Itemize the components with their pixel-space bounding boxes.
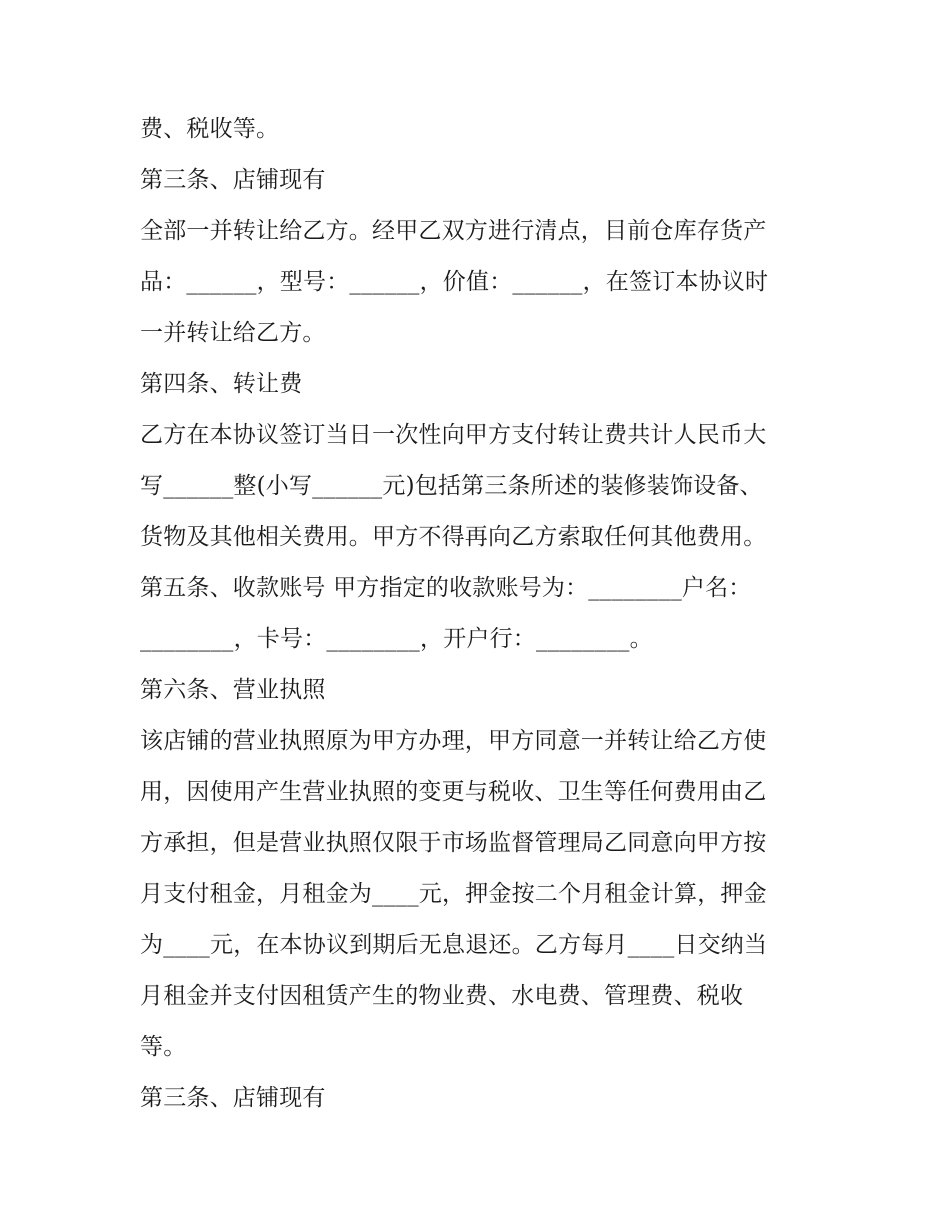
section-heading-article-3: 第三条、店铺现有 [140,167,326,193]
text-line-15: 方承担，但是营业执照仅限于市场监督管理局乙同意向甲方按 [140,830,767,856]
section-heading-article-4: 第四条、转让费 [140,371,303,397]
text-line-5: 一并转让给乙方。 [140,320,326,346]
text-line-7: 乙方在本协议签订当日一次性向甲方支付转让费共计人民币大 [140,422,767,448]
text-line-19: 等。 [140,1034,187,1060]
text-line-8: 写______整(小写______元)包括第三条所述的装修装饰设备、 [140,473,763,499]
text-line-18: 月租金并支付因租赁产生的物业费、水电费、管理费、税收 [140,983,744,1009]
text-line-1: 费、税收等。 [140,116,280,142]
text-line-13: 该店铺的营业执照原为甲方办理，甲方同意一并转让给乙方使 [140,728,767,754]
text-line-4: 品：______，型号：______，价值：______，在签订本协议时 [140,269,769,295]
section-heading-article-3-repeat: 第三条、店铺现有 [140,1085,326,1111]
text-line-17: 为____元，在本协议到期后无息退还。乙方每月____日交纳当 [140,932,768,958]
text-line-3: 全部一并转让给乙方。经甲乙双方进行清点，目前仓库存货产 [140,218,767,244]
text-line-9: 货物及其他相关费用。甲方不得再向乙方索取任何其他费用。 [140,524,767,550]
section-heading-article-6: 第六条、营业执照 [140,677,326,703]
text-line-14: 用，因使用产生营业执照的变更与税收、卫生等任何费用由乙 [140,779,767,805]
section-heading-article-5: 第五条、收款账号 甲方指定的收款账号为：________户名： [140,575,752,601]
text-line-11: ________，卡号：________，开户行：________。 [140,626,653,652]
text-line-16: 月支付租金，月租金为____元，押金按二个月租金计算，押金 [140,881,767,907]
